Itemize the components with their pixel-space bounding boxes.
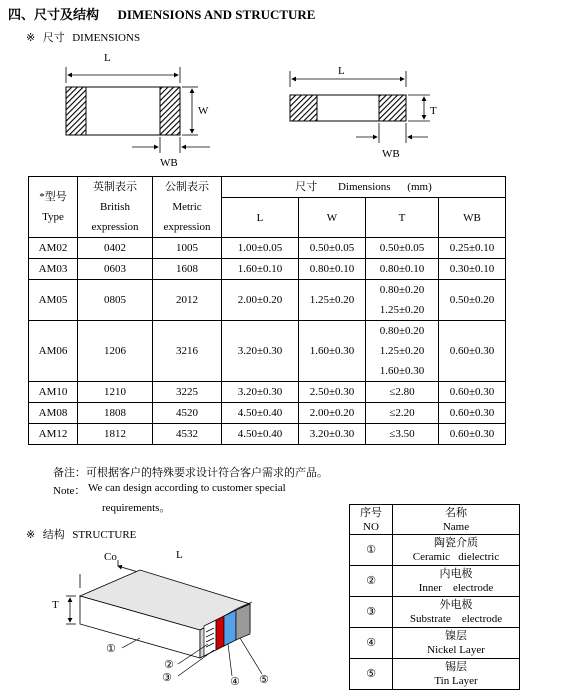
parts-name [393,566,520,597]
cell-L: 3.20±0.30 [222,382,299,403]
parts-name-en: Nickel Layer [427,644,485,656]
top-view-drawing [66,67,210,153]
no-en: NO [363,520,379,533]
type-en: Type [42,211,64,223]
structure-en: STRUCTURE [72,529,137,541]
section-heading-cn: 四、尺寸及结构 [8,8,100,23]
cell-T [366,382,439,403]
table-row [29,238,506,259]
dims-en: Dimensions [337,181,391,193]
dimensions-subheading [26,29,140,45]
parts-name [393,659,520,690]
cell-L: 3.20±0.30 [222,321,299,382]
cell-T [366,403,439,424]
col-british-en2: expression [78,218,153,238]
table-row [29,382,506,403]
label-WB-top: WB [160,157,178,169]
table-row [29,424,506,445]
table-row [29,403,506,424]
cell-WB: 0.50±0.20 [439,280,506,321]
cell-type: AM03 [29,259,78,280]
note-en-label: Note： [53,485,86,497]
side-view-drawing [290,71,430,143]
cell-type: AM08 [29,403,78,424]
parts-name-en: Ceramic dielectric [412,551,500,563]
struct-label-L: L [176,549,183,561]
name-en: Name [442,520,470,533]
cell-T-value: 0.80±0.20 [379,284,425,296]
struct-label-T: T [52,599,59,611]
cell-WB: 0.60±0.30 [439,321,506,382]
callout-3: ③ [162,671,172,684]
parts-name-cn: 内电极 [439,568,473,580]
callout-1: ① [106,642,116,655]
parts-name-cn: 陶瓷介质 [434,537,478,549]
note-cn-text: 可根据客户的特殊要求设计符合客户需求的产品。 [86,467,328,479]
parts-no: ① [350,535,393,566]
col-T-header: T [366,198,439,238]
cell-L: 2.00±0.20 [222,280,299,321]
note-en-line2: requirements。 [102,502,171,514]
cell-T [366,259,439,280]
col-WB-header: WB [439,198,506,238]
cell-metric: 1608 [153,259,222,280]
cell-WB: 0.60±0.30 [439,424,506,445]
label-T: T [430,105,437,117]
cell-T-value: 1.25±0.20 [379,304,425,316]
cell-T-value: ≤2.20 [389,407,415,419]
struct-label-co: Co [104,551,117,563]
cell-metric: 4520 [153,403,222,424]
cell-type: AM10 [29,382,78,403]
cell-T-value: 1.60±0.30 [379,365,425,377]
cell-type: AM05 [29,280,78,321]
structure-cn: 结构 [42,528,65,541]
cell-british: 0402 [78,238,153,259]
col-W-header: W [299,198,366,238]
col-L-header: L [222,198,299,238]
parts-no: ⑤ [350,659,393,690]
cell-WB: 0.25±0.10 [439,238,506,259]
cell-british: 1808 [78,403,153,424]
col-dimensions-header [222,177,506,198]
cell-W: 1.60±0.30 [299,321,366,382]
type-cn: *型号 [39,191,67,203]
label-W: W [198,105,209,117]
marker: ※ [26,528,36,541]
cell-WB: 0.60±0.30 [439,403,506,424]
cell-WB: 0.60±0.30 [439,382,506,403]
cell-T-value: 0.80±0.10 [379,263,425,275]
cell-W: 0.50±0.05 [299,238,366,259]
parts-row [350,659,520,690]
label-WB-side: WB [382,148,400,160]
cell-T-value: 0.80±0.20 [379,325,425,337]
cell-W: 2.50±0.30 [299,382,366,403]
cell-W: 0.80±0.10 [299,259,366,280]
marker: ※ [26,31,36,44]
cell-T [366,424,439,445]
parts-no-header [350,505,393,535]
cell-WB: 0.30±0.10 [439,259,506,280]
section-heading-en: DIMENSIONS AND STRUCTURE [117,7,316,22]
cell-metric: 4532 [153,424,222,445]
col-metric-en1: Metric [153,198,222,218]
parts-name-header [393,505,520,535]
note-cn-label: 备注： [53,467,86,479]
col-type-header [29,177,78,238]
note-cn [53,464,328,480]
cell-T [366,321,439,382]
label-L-side: L [338,65,345,77]
parts-name [393,535,520,566]
cell-metric: 3216 [153,321,222,382]
cell-W: 2.00±0.20 [299,403,366,424]
parts-name [393,597,520,628]
parts-name-cn: 锡层 [445,661,467,673]
cell-metric: 1005 [153,238,222,259]
cell-metric: 2012 [153,280,222,321]
cell-type: AM02 [29,238,78,259]
parts-name-en: Tin Layer [434,675,478,687]
col-metric-en2: expression [153,218,222,238]
note-en-line1: We can design according to customer special [88,482,286,494]
cell-W: 3.20±0.30 [299,424,366,445]
parts-table-body [350,535,520,690]
cell-L: 1.60±0.10 [222,259,299,280]
table-row [29,259,506,280]
cell-type: AM06 [29,321,78,382]
dims-cn: 尺寸 [295,181,318,193]
cell-L: 4.50±0.40 [222,424,299,445]
dimensions-table [28,176,506,445]
col-metric-cn: 公制表示 [153,177,222,198]
dims-unit: (mm) [407,181,432,193]
cell-W: 1.25±0.20 [299,280,366,321]
cell-T-value: ≤2.80 [389,386,415,398]
dimension-drawings [0,45,574,173]
cell-T [366,280,439,321]
dimensions-cn: 尺寸 [42,31,65,44]
callout-4: ④ [230,675,240,686]
table-row [29,280,506,321]
cell-L: 4.50±0.40 [222,403,299,424]
cell-british: 1210 [78,382,153,403]
name-cn: 名称 [445,506,467,519]
parts-row [350,535,520,566]
parts-row [350,597,520,628]
dimensions-table-body [29,238,506,445]
cell-british: 0805 [78,280,153,321]
parts-row [350,628,520,659]
cell-T [366,238,439,259]
cell-british: 1206 [78,321,153,382]
cell-T-value: 1.25±0.20 [379,345,425,357]
cell-T-value: ≤3.50 [389,428,415,440]
cell-type: AM12 [29,424,78,445]
table-row [29,321,506,382]
col-british-en1: British [78,198,153,218]
dimensions-en: DIMENSIONS [72,32,141,44]
parts-no: ④ [350,628,393,659]
parts-name [393,628,520,659]
parts-name-cn: 镍层 [445,630,467,642]
parts-no: ② [350,566,393,597]
parts-name-en: Substrate electrode [409,613,503,625]
parts-name-cn: 外电极 [439,599,473,611]
cell-british: 0603 [78,259,153,280]
label-L-top: L [104,52,111,64]
parts-no: ③ [350,597,393,628]
parts-row [350,566,520,597]
structure-drawing [0,540,345,686]
cell-T-value: 0.50±0.05 [379,242,425,254]
parts-name-en: Inner electrode [418,582,494,594]
callout-5: ⑤ [259,673,269,686]
section-heading [8,4,315,23]
no-cn: 序号 [360,506,382,519]
col-british-cn: 英制表示 [78,177,153,198]
cell-british: 1812 [78,424,153,445]
cell-metric: 3225 [153,382,222,403]
cell-L: 1.00±0.05 [222,238,299,259]
callout-2: ② [164,658,174,671]
parts-table [349,504,520,690]
